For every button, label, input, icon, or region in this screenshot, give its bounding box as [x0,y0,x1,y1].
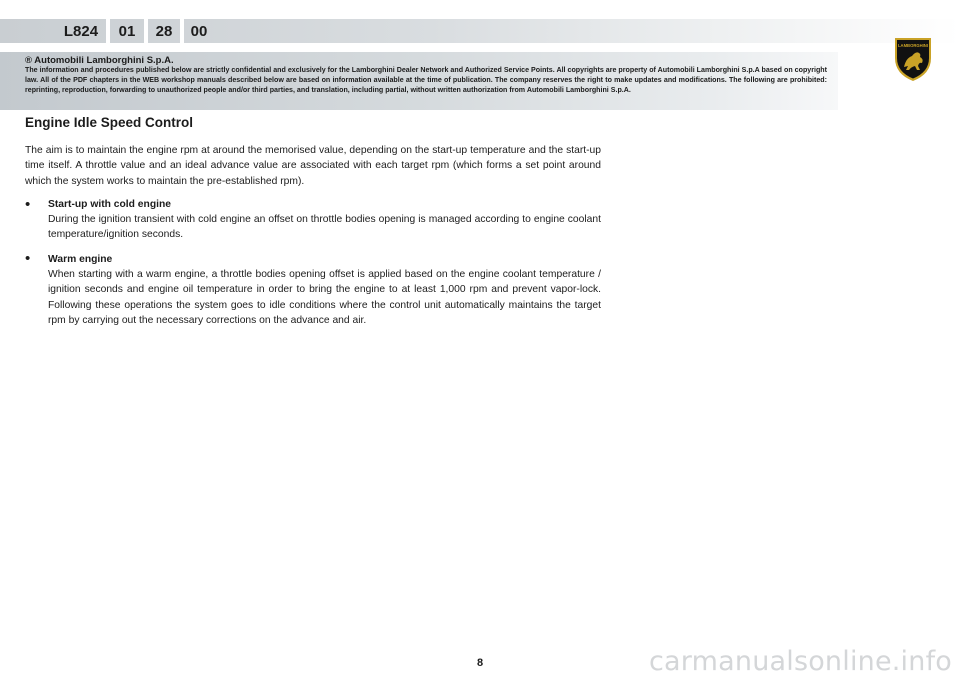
logo-text: LAMBORGHINI [897,43,929,48]
bullet-icon: • [25,250,31,267]
subgroup-code: 28 [155,22,173,40]
group-code: 01 [118,22,136,40]
section-title: Engine Idle Speed Control [25,115,194,130]
bullet-title-cold-start: Start-up with cold engine [48,199,171,210]
copyright-notice: The information and procedures published below are strictly confidential and exclusively for the Lamborghini Dealer Network and Authorized Service Points. All copyrights are property of Automobili Lamborghini S.p.A based on copyright law. All of the PDF chapters in the WEB workshop manuals described below are based on information available at the time of publication. The company reserves the right to make updates and modifications. The following are prohibited: reprinting, reproduction, forwarding to unauthorized people and/or third parties, and translation, including partial, without written authorization from Automobili Lamborghini S.p.A. [25,66,827,94]
bullet-title-warm-engine: Warm engine [48,254,113,265]
model-code: L824 [63,22,99,40]
bullet-icon: • [25,196,31,213]
copyright-title: ® Automobili Lamborghini S.p.A. [25,55,174,66]
bullet-text-cold-start: During the ignition transient with cold engine an offset on throttle bodies opening is managed according to engine coolant temperature/ignition seconds. [48,214,601,241]
bullet-text-warm-engine: When starting with a warm engine, a throttle bodies opening offset is applied based on the engine coolant temperature / ignition seconds and engine oil temperature in order to bring the engine to at least 1,000 rpm and prevent vapor-lock. Following these operations the system goes to idle conditions where the control unit automatically maintains the target rpm by carrying out the necessary corrections on the advance and air. [48,269,601,327]
lamborghini-shield-logo [893,36,933,82]
section-code: 00 [190,22,208,40]
watermark: carmanualsonline.info [649,646,952,677]
intro-paragraph: The aim is to maintain the engine rpm at around the memorised value, depending on the start-up temperature and the start-up time itself. A throttle value and an ideal advance value are associated with each target rpm (which forms a set point around which the system works to maintain the pre-established rpm). [25,145,601,187]
page-number: 8 [476,657,484,669]
